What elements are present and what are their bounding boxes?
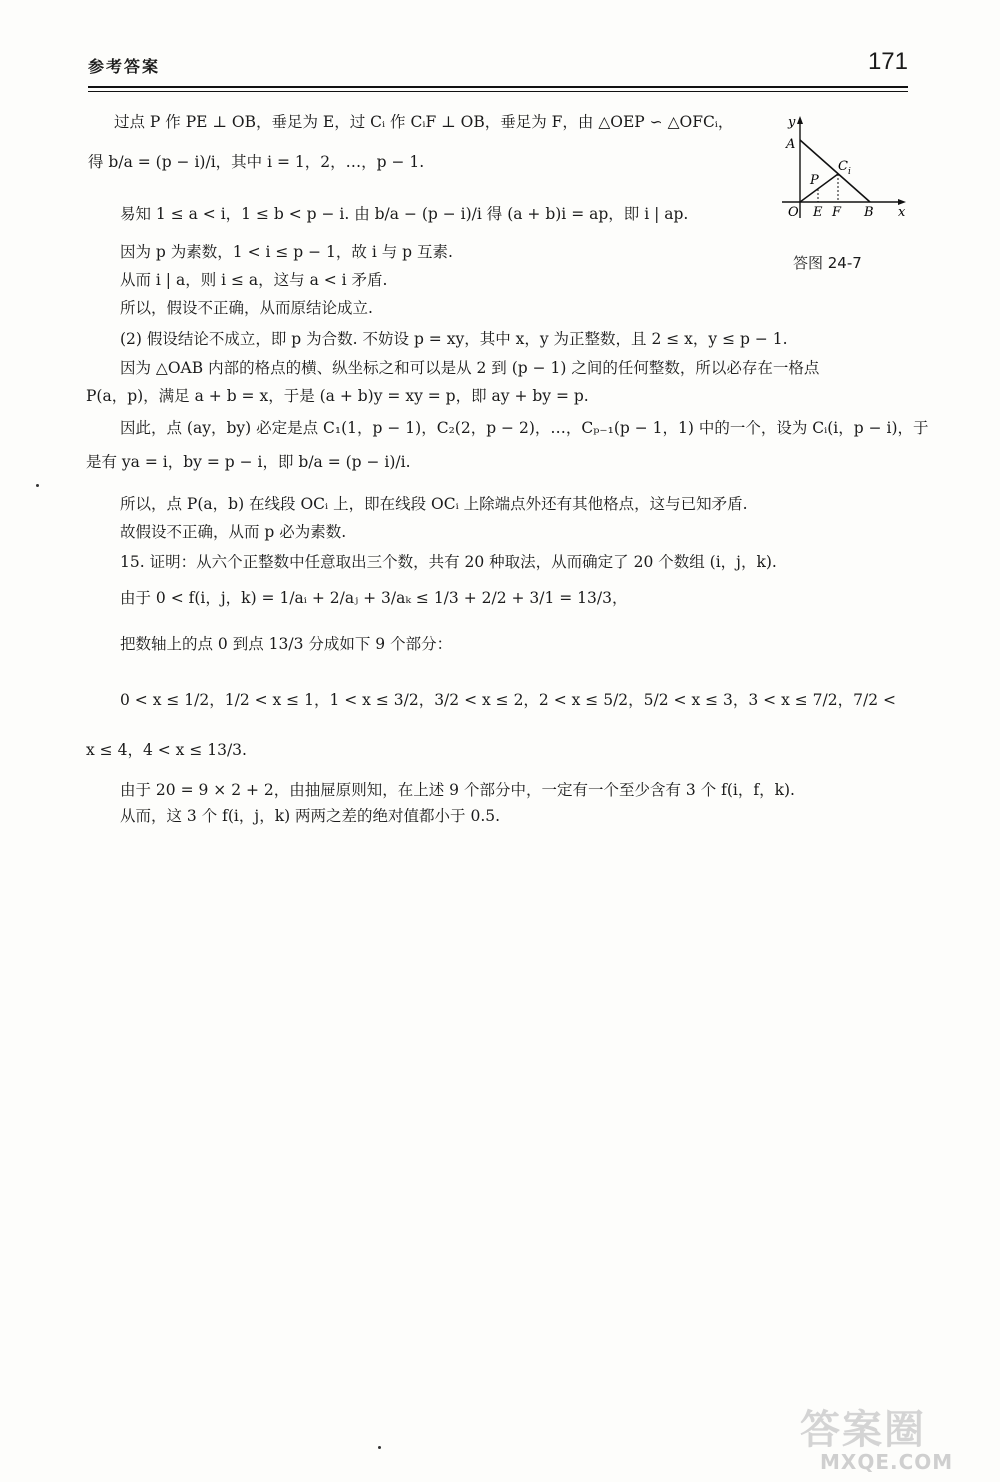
text-line-17: 0 < x ≤ 1/2，1/2 < x ≤ 1，1 < x ≤ 3/2，3/2 < x ≤ 2，2 < x ≤ 5/2，5/2 < x ≤ 3，3 < x ≤ 7/2，7/2 < [120,691,896,709]
header-rule-thick [88,86,908,88]
speck-mark [36,484,39,487]
label-c: C [838,159,848,174]
label-b: B [864,205,874,220]
text-line-3: 易知 1 ≤ a < i，1 ≤ b < p − i. 由 b/a − (p − i)/i 得 (a + b)i = ap，即 i | ap. [120,205,689,223]
figure-caption: 答图 24-7 [793,254,862,272]
text-line-2: 得 b/a = (p − i)/i，其中 i = 1，2，…，p − 1. [88,153,425,171]
watermark-url: MXQE.COM [820,1450,954,1474]
text-line-18: x ≤ 4，4 < x ≤ 13/3. [86,741,247,759]
text-line-20: 从而，这 3 个 f(i，j，k) 两两之差的绝对值都小于 0.5. [120,807,501,825]
page-header [88,48,908,96]
text-line-4: 因为 p 为素数，1 < i ≤ p − 1，故 i 与 p 互素. [120,243,453,261]
text-line-13: 故假设不正确，从而 p 必为素数. [120,523,347,541]
page-number: 171 [867,48,908,75]
watermark [790,1398,980,1474]
text-line-9: P(a，p)，满足 a + b = x，于是 (a + b)y = xy = p，即 ay + by = p. [86,387,589,405]
label-f: F [832,205,842,220]
segment-ab [800,140,870,202]
header-rule-thin [88,91,908,92]
text-line-7: (2) 假设结论不成立，即 p 为合数. 不妨设 p = xy，其中 x，y 为正整数，且 2 ≤ x，y ≤ p − 1. [120,330,788,348]
triangle-figure [778,112,908,230]
label-y: y [788,115,796,130]
label-o: O [788,205,799,220]
text-line-6: 所以，假设不正确，从而原结论成立. [120,299,373,317]
text-line-15: 由于 0 < f(i，j，k) = 1/aᵢ + 2/aⱼ + 3/aₖ ≤ 1/3 + 2/2 + 3/1 = 13/3， [120,589,628,607]
speck-mark [378,1446,381,1449]
segment-oc [800,174,838,202]
text-line-5: 从而 i | a，则 i ≤ a，这与 a < i 矛盾. [120,271,388,289]
label-x: x [898,205,906,220]
label-e: E [813,205,823,220]
y-axis-arrow [797,116,803,124]
label-p: P [810,173,819,188]
text-line-11: 是有 ya = i，by = p − i，即 b/a = (p − i)/i. [86,453,411,471]
label-c-sub: i [848,167,851,177]
text-line-19: 由于 20 = 9 × 2 + 2，由抽屉原则知，在上述 9 个部分中，一定有一个至少含有 3 个 f(i，f，k). [120,781,795,799]
watermark-logo-text: 答案圈 [800,1407,926,1453]
text-line-14: 15. 证明：从六个正整数中任意取出三个数，共有 20 种取法，从而确定了 20 个数组 (i，j，k). [120,553,777,571]
section-title: 参考答案 [88,57,161,76]
text-line-12: 所以，点 P(a，b) 在线段 OCᵢ 上，即在线段 OCᵢ 上除端点外还有其他格点，这与已知矛盾. [120,495,748,513]
text-line-8: 因为 △OAB 内部的格点的横、纵坐标之和可以是从 2 到 (p − 1) 之间的任何整数，所以必存在一格点 [120,359,820,377]
label-a: A [786,137,796,152]
text-line-16: 把数轴上的点 0 到点 13/3 分成如下 9 个部分： [120,635,453,653]
text-line-1: 过点 P 作 PE ⊥ OB，垂足为 E，过 Cᵢ 作 CᵢF ⊥ OB，垂足为 F，由 △OEP ∽ △OFCᵢ， [114,113,734,131]
text-line-10: 因此，点 (ay，by) 必定是点 C₁(1，p − 1)，C₂(2，p − 2)，…，Cₚ₋₁(p − 1，1) 中的一个，设为 Cᵢ(i，p − i)，于 [120,419,929,437]
